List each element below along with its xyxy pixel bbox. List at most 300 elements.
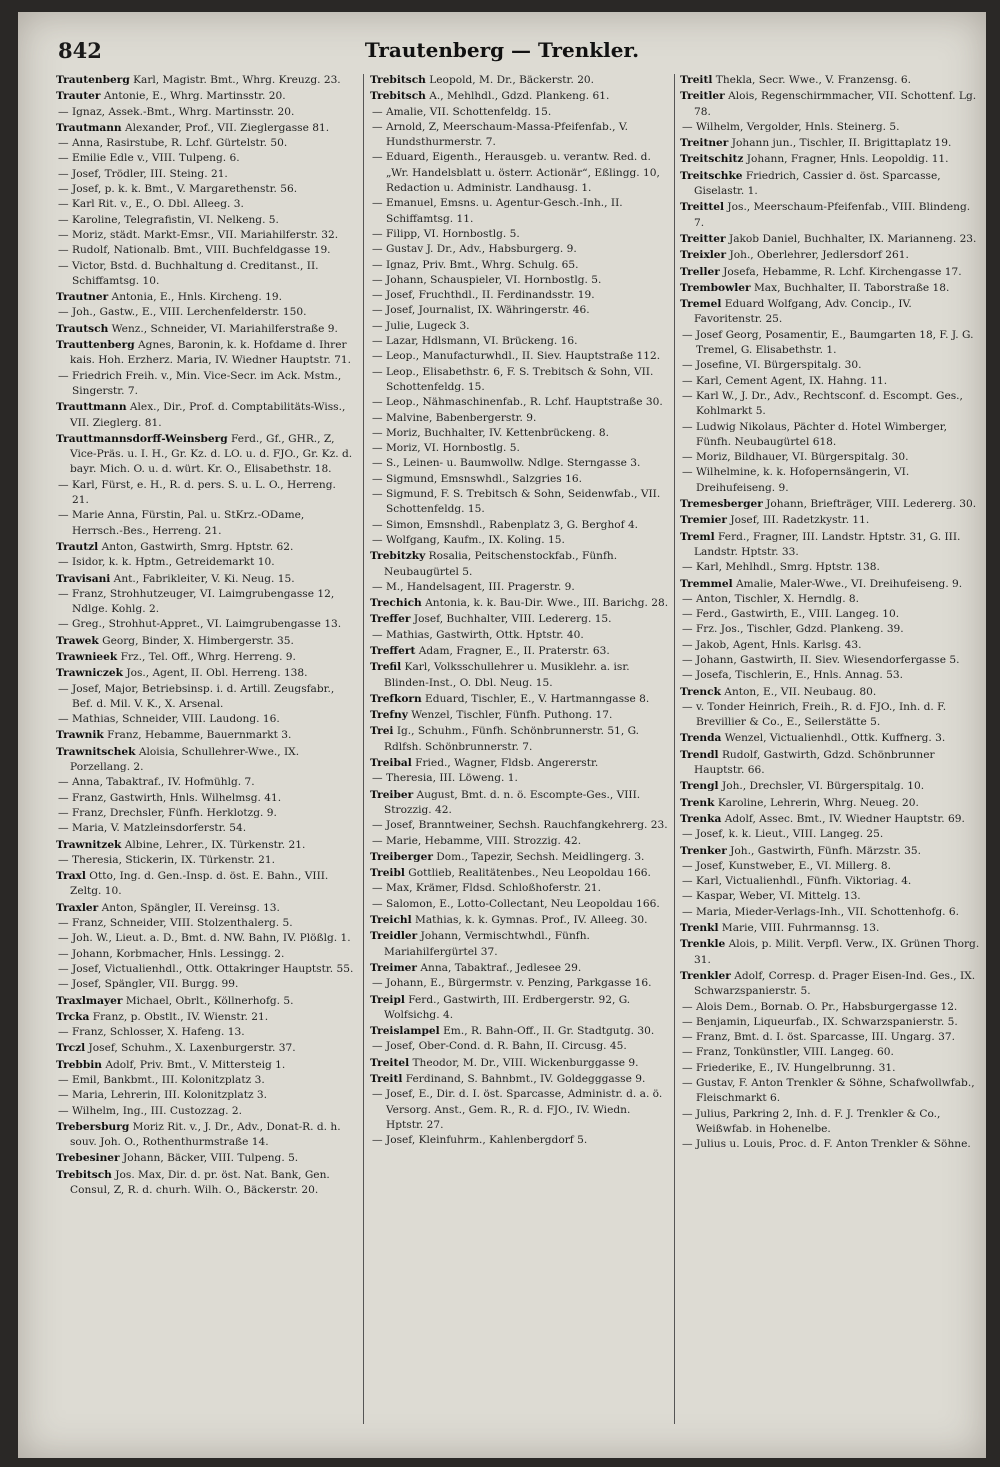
- directory-entry: [680, 796, 980, 811]
- directory-entry: [680, 530, 980, 561]
- entry-surname: Traxler: [56, 901, 99, 914]
- entry-surname: Tremel: [680, 298, 722, 311]
- directory-sub-entry: [370, 518, 670, 533]
- directory-sub-entry: [370, 411, 670, 426]
- entry-details: — Anna, Tabaktraf., IV. Hofmühlg. 7.: [58, 776, 255, 789]
- entry-surname: Trawnitschek: [56, 745, 136, 758]
- entry-details: Antonia, E., Hnls. Kircheng. 19.: [108, 291, 282, 304]
- directory-sub-entry: [56, 806, 356, 821]
- directory-entry: [56, 572, 356, 587]
- directory-entry: [56, 634, 356, 649]
- entry-surname: Treitl: [680, 74, 713, 86]
- directory-entry: [370, 73, 670, 88]
- entry-details: Jos., Meerschaum-Pfeifenfab., VIII. Blindeng. 7.: [694, 201, 971, 229]
- entry-details: — Wolfgang, Kaufm., IX. Koling. 15.: [372, 533, 565, 546]
- entry-details: — Alois Dem., Bornab. O. Pr., Habsburgergasse 12.: [682, 1000, 958, 1013]
- entry-details: Michael, Obrlt., Köllnerhofg. 5.: [122, 994, 294, 1007]
- entry-details: Anton, Gastwirth, Smrg. Hptstr. 62.: [98, 540, 294, 553]
- directory-sub-entry: [680, 1061, 980, 1076]
- entry-details: Wenz., Schneider, VI. Mariahilferstraße 9.: [108, 322, 338, 335]
- directory-sub-entry: [680, 638, 980, 653]
- entry-details: Fried., Wagner, Fldsb. Angererstr.: [411, 757, 599, 770]
- entry-details: — Josef, Victualienhdl., Ottk. Ottakringer Hauptstr. 55.: [58, 962, 354, 975]
- entry-details: — Anna, Rasirstube, R. Lchf. Gürtelstr. 50.: [58, 137, 288, 150]
- directory-entry: [680, 685, 980, 700]
- directory-entry: [680, 73, 980, 88]
- entry-details: Agnes, Baronin, k. k. Hofdame d. Ihrer kais. Hoh. Erzherz. Maria, IV. Wiedner Hauptstr. 71.: [70, 339, 351, 367]
- entry-surname: Trauttenberg: [56, 339, 135, 352]
- directory-entry: [680, 748, 980, 779]
- entry-details: — Josef, Kunstweber, E., VI. Millerg. 8.: [682, 859, 891, 872]
- directory-sub-entry: [56, 916, 356, 931]
- directory-entry: [56, 1041, 356, 1056]
- directory-sub-entry: [56, 712, 356, 727]
- directory-entry: [56, 838, 356, 853]
- entry-details: Adam, Fragner, E., II. Praterstr. 63.: [415, 644, 610, 657]
- entry-details: — Josef, Journalist, IX. Währingerstr. 46.: [372, 304, 590, 317]
- entry-surname: Trautzl: [56, 540, 99, 553]
- directory-sub-entry: [370, 1039, 670, 1054]
- directory-sub-entry: [370, 897, 670, 912]
- entry-details: Ferdinand, S. Bahnbmt., IV. Goldegggasse 9.: [402, 1073, 646, 1085]
- directory-sub-entry: [56, 228, 356, 243]
- entry-surname: Treixler: [680, 249, 727, 262]
- entry-details: — Moriz, Bildhauer, VI. Bürgerspitalg. 30.: [682, 451, 909, 464]
- entry-surname: Trautmann: [56, 121, 122, 134]
- entry-surname: Trawniczek: [56, 667, 123, 680]
- entry-surname: Tremier: [680, 514, 727, 527]
- directory-entry: [56, 400, 356, 431]
- directory-sub-entry: [56, 791, 356, 806]
- entry-details: Karl, Volksschullehrer u. Musiklehr. a. isr. Blinden-Inst., O. Dbl. Neug. 15.: [384, 661, 630, 689]
- directory-entry: [56, 73, 356, 88]
- entry-details: — v. Tonder Heinrich, Freih., R. d. FJO., Inh. d. F. Brevillier & Co., E., Seilerstätte 5.: [682, 700, 947, 729]
- directory-sub-entry: [56, 213, 356, 228]
- directory-sub-entry: [56, 587, 356, 618]
- column-divider: [674, 74, 675, 1424]
- entry-details: — Marie Anna, Fürstin, Pal. u. StKrz.-ODame, Herrsch.-Bes., Herreng. 21.: [58, 509, 305, 537]
- entry-details: — Emil, Bankbmt., III. Kolonitzplatz 3.: [58, 1074, 265, 1086]
- entry-details: — Simon, Emsnshdl., Rabenplatz 3, G. Berghof 4.: [372, 518, 639, 531]
- entry-details: — Johann, Schauspieler, VI. Hornbostlg. 5.: [372, 273, 602, 286]
- entry-details: Dom., Tapezir, Sechsh. Meidlingerg. 3.: [432, 850, 645, 863]
- directory-entry: [56, 322, 356, 337]
- entry-details: — Josef, Spängler, VII. Burgg. 99.: [58, 978, 239, 991]
- entry-surname: Treichl: [370, 914, 412, 927]
- directory-entry: [56, 1058, 356, 1073]
- entry-details: Karl, Magistr. Bmt., Whrg. Kreuzg. 23.: [129, 74, 341, 86]
- directory-sub-entry: [680, 592, 980, 607]
- directory-sub-entry: [370, 242, 670, 257]
- directory-sub-entry: [370, 976, 670, 991]
- entry-surname: Treitel: [370, 1056, 410, 1069]
- directory-sub-entry: [56, 197, 356, 212]
- directory-entry: [370, 612, 670, 627]
- directory-entry: [56, 728, 356, 743]
- entry-details: — Greg., Strohhut-Appret., VI. Laimgrubengasse 13.: [58, 618, 342, 631]
- entry-details: — Gustav, F. Anton Trenkler & Söhne, Schafwollwfab., Fleischmarkt 6.: [682, 1077, 975, 1105]
- entry-details: — Mathias, Gastwirth, Ottk. Hptstr. 40.: [372, 628, 584, 641]
- directory-entry: [370, 913, 670, 928]
- directory-sub-entry: [370, 349, 670, 364]
- directory-sub-entry: [370, 628, 670, 643]
- entry-details: — Amalie, VII. Schottenfeldg. 15.: [372, 105, 552, 118]
- entry-surname: Trenker: [680, 844, 727, 857]
- entry-surname: Treitschitz: [680, 153, 744, 166]
- entry-details: — Johann, E., Bürgermstr. v. Penzing, Parkgasse 16.: [372, 977, 652, 990]
- entry-details: Frz., Tel. Off., Whrg. Herreng. 9.: [117, 650, 296, 663]
- entry-details: Eduard Wolfgang, Adv. Concip., IV. Favoritenstr. 25.: [694, 298, 912, 326]
- entry-details: August, Bmt. d. n. ö. Escompte-Ges., VIII. Strozzig. 42.: [384, 788, 641, 816]
- directory-sub-entry: [370, 456, 670, 471]
- entry-surname: Treitler: [680, 90, 725, 103]
- directory-sub-entry: [370, 196, 670, 227]
- entry-surname: Trenk: [680, 796, 715, 809]
- entry-details: — Franz, Schlosser, X. Hafeng. 13.: [58, 1026, 245, 1039]
- column-divider: [363, 74, 364, 1424]
- entry-details: — Josefa, Tischlerin, E., Hnls. Annag. 53.: [682, 669, 904, 682]
- entry-details: — Moriz, VI. Hornbostlg. 5.: [372, 442, 520, 455]
- entry-surname: Trebesiner: [56, 1152, 120, 1165]
- entry-details: Max, Buchhalter, II. Taborstraße 18.: [750, 281, 950, 294]
- entry-details: — Leop., Elisabethstr. 6, F. S. Trebitsch & Sohn, VII. Schottenfeldg. 15.: [372, 365, 654, 393]
- directory-entry: [680, 497, 980, 512]
- directory-entry: [56, 666, 356, 681]
- directory-sub-entry: [370, 487, 670, 518]
- directory-entry: [370, 756, 670, 771]
- entry-details: — M., Handelsagent, III. Pragerstr. 9.: [372, 580, 575, 593]
- entry-details: Ig., Schuhm., Fünfh. Schönbrunnerstr. 51, G. Rdlfsh. Schönbrunnerstr. 7.: [384, 725, 640, 753]
- entry-details: Otto, Ing. d. Gen.-Insp. d. öst. E. Bahn., VIII. Zeltg. 10.: [70, 870, 329, 898]
- entry-surname: Treml: [680, 530, 715, 543]
- directory-sub-entry: [56, 151, 356, 166]
- entry-details: — Wilhelm, Vergolder, Hnls. Steinerg. 5.: [682, 120, 900, 133]
- directory-sub-entry: [370, 533, 670, 548]
- entry-details: — Ignaz, Priv. Bmt., Whrg. Schulg. 65.: [372, 258, 579, 271]
- entry-surname: Trebitsch: [370, 90, 426, 103]
- entry-details: — Franz, Bmt. d. I. öst. Sparcasse, III. Ungarg. 37.: [682, 1031, 956, 1044]
- entry-details: — Anton, Tischler, X. Herndlg. 8.: [682, 592, 860, 605]
- entry-details: Josef, III. Radetzkystr. 11.: [727, 514, 870, 527]
- directory-entry: [56, 869, 356, 900]
- entry-details: Franz, Hebamme, Bauernmarkt 3.: [103, 729, 292, 742]
- entry-details: Amalie, Maler-Wwe., VI. Dreihufeiseng. 9.: [732, 577, 963, 590]
- entry-details: — Friederike, E., IV. Hungelbrunng. 31.: [682, 1061, 896, 1074]
- entry-details: — Kaspar, Weber, VI. Mittelg. 13.: [682, 890, 861, 903]
- entry-details: Adolf, Assec. Bmt., IV. Wiedner Hauptstr. 69.: [721, 812, 965, 825]
- entry-surname: Treller: [680, 265, 720, 278]
- directory-sub-entry: [370, 258, 670, 273]
- entry-surname: Trczl: [56, 1042, 86, 1055]
- entry-surname: Treidler: [370, 930, 418, 943]
- directory-entry: [680, 281, 980, 296]
- entry-details: — Karl Rit. v., E., O. Dbl. Alleeg. 3.: [58, 198, 244, 211]
- entry-details: Albine, Lehrer., IX. Türkenstr. 21.: [121, 838, 306, 851]
- entry-details: — Moriz, Buchhalter, IV. Kettenbrückeng. 8.: [372, 426, 609, 439]
- entry-details: — Ignaz, Assek.-Bmt., Whrg. Martinsstr. 20.: [58, 105, 295, 118]
- entry-surname: Treitschke: [680, 169, 743, 182]
- entry-details: Joh., Oberlehrer, Jedlersdorf 261.: [726, 249, 909, 262]
- directory-entry: [56, 994, 356, 1009]
- entry-surname: Trefny: [370, 709, 408, 722]
- directory-entry: [370, 1024, 670, 1039]
- column-2: [370, 72, 670, 1148]
- directory-sub-entry: [680, 700, 980, 731]
- directory-sub-entry: [370, 818, 670, 833]
- entry-surname: Trawnitzek: [56, 838, 122, 851]
- entry-surname: Travisani: [56, 572, 111, 585]
- entry-details: Alois, p. Milit. Verpfl. Verw., IX. Grünen Thorg. 31.: [694, 938, 980, 966]
- directory-sub-entry: [680, 120, 980, 135]
- entry-surname: Treiberger: [370, 850, 433, 863]
- directory-entry: [680, 152, 980, 167]
- entry-details: — Karl, Victualienhdl., Fünfh. Viktoriag. 4.: [682, 875, 912, 888]
- directory-sub-entry: [56, 931, 356, 946]
- entry-details: — Joh., Gastw., E., VIII. Lerchenfelderstr. 150.: [58, 306, 307, 319]
- directory-entry: [680, 731, 980, 746]
- entry-details: — Jakob, Agent, Hnls. Karlsg. 43.: [682, 638, 862, 651]
- directory-entry: [56, 1151, 356, 1166]
- directory-entry: [56, 650, 356, 665]
- entry-details: Joh., Drechsler, VI. Bürgerspitalg. 10.: [718, 780, 925, 793]
- entry-details: Ferd., Gf., GHR., Z, Vice-Präs. u. I. H., Gr. Kz. d. LO. u. d. FJO., Gr. Kz. d. bayr. Mich. O. u. d. würt. Kr. O., Elisabethstr. 18.: [70, 432, 353, 476]
- directory-entry: [680, 169, 980, 200]
- entry-details: — Lazar, Hdlsmann, VI. Brückeng. 16.: [372, 335, 578, 348]
- directory-entry: [680, 577, 980, 592]
- directory-sub-entry: [370, 334, 670, 349]
- page-number: 842: [58, 38, 102, 63]
- entry-details: — Victor, Bstd. d. Buchhaltung d. Creditanst., II. Schiffamtsg. 10.: [58, 259, 319, 287]
- entry-surname: Trebitzky: [370, 550, 426, 563]
- directory-sub-entry: [56, 682, 356, 713]
- directory-entry: [680, 921, 980, 936]
- entry-details: Rudolf, Gastwirth, Gdzd. Schönbrunner Hauptstr. 66.: [694, 748, 935, 777]
- entry-details: Mathias, k. k. Gymnas. Prof., IV. Alleeg. 30.: [411, 914, 648, 927]
- directory-entry: [370, 644, 670, 659]
- directory-entry: [370, 708, 670, 723]
- directory-sub-entry: [56, 775, 356, 790]
- entry-surname: Trembowler: [680, 281, 751, 294]
- entry-surname: Treitter: [680, 232, 726, 245]
- entry-details: — Johann, Gastwirth, II. Siev. Wiesendorfergasse 5.: [682, 653, 960, 666]
- directory-sub-entry: [56, 977, 356, 992]
- entry-details: — Josef, Branntweiner, Sechsh. Rauchfangkehrerg. 23.: [372, 819, 668, 832]
- entry-surname: Trebitsch: [370, 74, 426, 86]
- entry-surname: Treimer: [370, 961, 417, 974]
- entry-details: — Maria, Mieder-Verlags-Inh., VII. Schottenhofg. 6.: [682, 905, 959, 918]
- entry-details: — Karl, Mehlhdl., Smrg. Hptstr. 138.: [682, 561, 880, 574]
- directory-sub-entry: [680, 328, 980, 359]
- entry-details: — Sigmund, F. S. Trebitsch & Sohn, Seidenwfab., VII. Schottenfeldg. 15.: [372, 488, 661, 516]
- entry-details: — Karoline, Telegrafistin, VI. Nelkeng. 5.: [58, 213, 279, 226]
- directory-sub-entry: [370, 472, 670, 487]
- entry-details: — Julie, Lugeck 3.: [372, 319, 470, 332]
- directory-sub-entry: [680, 389, 980, 420]
- entry-details: — Franz, Gastwirth, Hnls. Wilhelmsg. 41.: [58, 791, 282, 804]
- directory-sub-entry: [680, 622, 980, 637]
- entry-details: — Josef, Fruchthdl., II. Ferdinandsstr. 19.: [372, 289, 595, 302]
- directory-sub-entry: [680, 1015, 980, 1030]
- entry-details: — Johann, Korbmacher, Hnls. Lessingg. 2.: [58, 947, 285, 960]
- directory-page: [18, 12, 986, 1458]
- entry-details: Em., R. Bahn-Off., II. Gr. Stadtgutg. 30.: [439, 1025, 655, 1038]
- entry-surname: Trawnik: [56, 729, 104, 742]
- entry-details: Franz, p. Obstlt., IV. Wienstr. 21.: [89, 1010, 269, 1023]
- directory-entry: [56, 432, 356, 478]
- directory-entry: [370, 850, 670, 865]
- entry-details: Moriz Rit. v., J. Dr., Adv., Donat-R. d. h. souv. Joh. O., Rothenthurmstraße 14.: [70, 1120, 341, 1149]
- entry-details: — Friedrich Freih. v., Min. Vice-Secr. im Ack. Mstm., Singerstr. 7.: [58, 369, 342, 397]
- directory-entry: [370, 929, 670, 960]
- directory-entry: [56, 1168, 356, 1199]
- directory-sub-entry: [680, 1107, 980, 1138]
- entry-details: Ferd., Gastwirth, III. Erdbergerstr. 92, G. Wolfsichg. 4.: [384, 993, 631, 1021]
- entry-surname: Trebersburg: [56, 1120, 130, 1133]
- entry-details: Johann, Briefträger, VIII. Ledererg. 30.: [762, 498, 977, 511]
- directory-entry: [680, 200, 980, 231]
- entry-details: Georg, Binder, X. Himbergerstr. 35.: [98, 634, 294, 647]
- entry-details: — Josef, E., Dir. d. I. öst. Sparcasse, Administr. d. a. ö. Versorg. Anst., Gem. R., R. d. FJO., IV. Wiedn. Hptstr. 27.: [372, 1088, 663, 1131]
- directory-entry: [56, 1120, 356, 1151]
- entry-details: — Wilhelm, Ing., III. Custozzag. 2.: [58, 1104, 242, 1117]
- entry-surname: Trenkl: [680, 922, 719, 935]
- entry-details: Josefa, Hebamme, R. Lchf. Kirchengasse 17.: [719, 265, 962, 278]
- entry-surname: Trechich: [370, 597, 422, 610]
- entry-details: A., Mehlhdl., Gdzd. Plankeng. 61.: [425, 90, 610, 103]
- directory-sub-entry: [56, 853, 356, 868]
- directory-sub-entry: [680, 1137, 980, 1152]
- directory-sub-entry: [56, 136, 356, 151]
- entry-details: — Marie, Hebamme, VIII. Strozzig. 42.: [372, 834, 582, 847]
- entry-details: Antonie, E., Whrg. Martinsstr. 20.: [100, 90, 286, 103]
- entry-details: Karoline, Lehrerin, Whrg. Neueg. 20.: [714, 796, 919, 809]
- entry-surname: Trefkorn: [370, 692, 422, 705]
- entry-details: Johann, Fragner, Hnls. Leopoldig. 11.: [743, 153, 949, 166]
- entry-details: Wenzel, Tischler, Fünfh. Puthong. 17.: [407, 709, 613, 722]
- directory-sub-entry: [370, 288, 670, 303]
- directory-sub-entry: [56, 478, 356, 509]
- directory-sub-entry: [56, 821, 356, 836]
- directory-sub-entry: [370, 426, 670, 441]
- entry-details: Alex., Dir., Prof. d. Comptabilitäts-Wiss., VII. Zieglerg. 81.: [70, 401, 346, 429]
- entry-details: — Ferd., Gastwirth, E., VIII. Langeg. 10.: [682, 608, 900, 621]
- entry-details: — Julius u. Louis, Proc. d. F. Anton Trenkler & Söhne.: [682, 1138, 971, 1151]
- directory-entry: [56, 338, 356, 369]
- entry-details: — Josef, p. k. k. Bmt., V. Margarethenstr. 56.: [58, 183, 298, 196]
- entry-surname: Treffer: [370, 613, 411, 626]
- entry-details: Jos. Max, Dir. d. pr. öst. Nat. Bank, Gen. Consul, Z, R. d. churh. Wilh. O., Bäckerstr. 20.: [70, 1168, 330, 1197]
- directory-entry: [56, 89, 356, 104]
- entry-details: Ferd., Fragner, III. Landstr. Hptstr. 31, G. III. Landstr. Hptstr. 33.: [694, 530, 961, 558]
- entry-surname: Trcka: [56, 1010, 90, 1023]
- directory-sub-entry: [370, 395, 670, 410]
- entry-details: Ant., Fabrikleiter, V. Ki. Neug. 15.: [110, 572, 295, 585]
- entry-details: — Julius, Parkring 2, Inh. d. F. J. Trenkler & Co., Weißwfab. in Hohenelbe.: [682, 1107, 941, 1135]
- entry-details: — Eduard, Eigenth., Herausgeb. u. verantw. Red. d. „Wr. Handelsblatt u. österr. Actionär“, Eßlingg. 10, Redaction u. Administr. Landhausg. 1.: [372, 151, 660, 195]
- directory-sub-entry: [56, 105, 356, 120]
- directory-sub-entry: [56, 508, 356, 539]
- entry-details: Johann, Vermischtwhdl., Fünfh. Mariahilfergürtel 37.: [384, 930, 590, 958]
- entry-details: — Isidor, k. k. Hptm., Getreidemarkt 10.: [58, 556, 275, 569]
- entry-details: — Josef, Trödler, III. Steing. 21.: [58, 167, 228, 180]
- directory-sub-entry: [370, 441, 670, 456]
- directory-entry: [680, 136, 980, 151]
- entry-details: — Filipp, VI. Hornbostlg. 5.: [372, 227, 520, 240]
- entry-details: — Leop., Nähmaschinenfab., R. Lchf. Hauptstraße 30.: [372, 396, 663, 409]
- directory-sub-entry: [680, 1030, 980, 1045]
- entry-details: Alois, Regenschirmmacher, VII. Schottenf. Lg. 78.: [694, 90, 977, 118]
- entry-details: — Ludwig Nikolaus, Pächter d. Hotel Wimberger, Fünfh. Neubaugürtel 618.: [682, 420, 948, 448]
- directory-entry: [680, 265, 980, 280]
- directory-sub-entry: [56, 1025, 356, 1040]
- entry-details: Eduard, Tischler, E., V. Hartmanngasse 8.: [421, 692, 650, 705]
- column-3: [680, 72, 980, 1152]
- directory-entry: [680, 844, 980, 859]
- entry-details: — Franz, Schneider, VIII. Stolzenthalerg. 5.: [58, 917, 293, 930]
- entry-details: — Moriz, städt. Markt-Emsr., VII. Mariahilferstr. 32.: [58, 228, 339, 241]
- directory-entry: [680, 89, 980, 120]
- column-1: [56, 72, 356, 1198]
- entry-surname: Trebbin: [56, 1058, 102, 1071]
- directory-sub-entry: [680, 450, 980, 465]
- entry-details: Josef, Buchhalter, VIII. Ledererg. 15.: [410, 613, 612, 626]
- directory-sub-entry: [680, 859, 980, 874]
- entry-details: — Franz, Strohhutzeuger, VI. Laimgrubengasse 12, Ndlge. Kohlg. 2.: [58, 587, 335, 616]
- directory-sub-entry: [680, 653, 980, 668]
- directory-sub-entry: [56, 259, 356, 290]
- entry-surname: Treibl: [370, 867, 405, 880]
- directory-entry: [680, 812, 980, 827]
- entry-details: — Maria, V. Matzleinsdorferstr. 54.: [58, 822, 247, 835]
- entry-details: — Max, Krämer, Fldsd. Schloßhoferstr. 21.: [372, 882, 602, 895]
- directory-entry: [370, 993, 670, 1024]
- entry-details: — Leop., Manufacturwhdl., II. Siev. Hauptstraße 112.: [372, 350, 661, 363]
- entry-details: Jos., Agent, II. Obl. Herreng. 138.: [122, 667, 308, 680]
- entry-details: — Sigmund, Emsnswhdl., Salzgries 16.: [372, 472, 582, 485]
- directory-entry: [680, 232, 980, 247]
- entry-surname: Traxlmayer: [56, 994, 123, 1007]
- running-title: Trautenberg — Trenkler.: [364, 38, 640, 62]
- directory-entry: [680, 248, 980, 263]
- entry-details: Adolf, Priv. Bmt., V. Mittersteig 1.: [101, 1058, 286, 1071]
- directory-sub-entry: [370, 227, 670, 242]
- entry-details: Theodor, M. Dr., VIII. Wickenburggasse 9.: [409, 1056, 639, 1069]
- entry-surname: Tremesberger: [680, 498, 763, 511]
- entry-details: Gottlieb, Realitätenbes., Neu Leopoldau 166.: [404, 867, 651, 880]
- entry-details: — Josef, Ober-Cond. d. R. Bahn, II. Circusg. 45.: [372, 1040, 627, 1053]
- directory-entry: [370, 1056, 670, 1071]
- directory-entry: [680, 779, 980, 794]
- directory-sub-entry: [56, 243, 356, 258]
- directory-sub-entry: [370, 105, 670, 120]
- directory-sub-entry: [56, 962, 356, 977]
- entry-details: Alexander, Prof., VII. Zieglergasse 81.: [121, 121, 330, 134]
- directory-sub-entry: [680, 889, 980, 904]
- entry-details: — Josef, k. k. Lieut., VIII. Langeg. 25.: [682, 828, 884, 841]
- directory-sub-entry: [680, 668, 980, 683]
- directory-sub-entry: [370, 1087, 670, 1133]
- entry-details: — Gustav J. Dr., Adv., Habsburgerg. 9.: [372, 243, 577, 256]
- directory-entry: [680, 297, 980, 328]
- entry-details: — Karl, Cement Agent, IX. Hahng. 11.: [682, 374, 888, 387]
- entry-details: — Josefine, VI. Bürgerspitalg. 30.: [682, 359, 862, 372]
- directory-sub-entry: [370, 771, 670, 786]
- entry-surname: Treitner: [680, 137, 729, 150]
- directory-sub-entry: [680, 465, 980, 496]
- entry-details: Thekla, Secr. Wwe., V. Franzensg. 6.: [712, 74, 912, 86]
- directory-sub-entry: [56, 305, 356, 320]
- entry-details: — Maria, Lehrerin, III. Kolonitzplatz 3.: [58, 1089, 268, 1102]
